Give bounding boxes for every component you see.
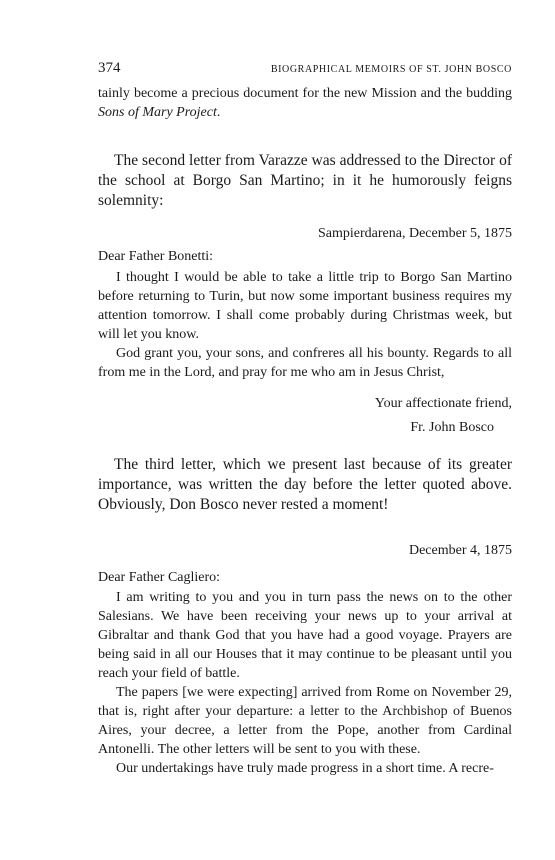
intro-period: . — [216, 105, 221, 120]
intro-continuation — [98, 84, 512, 122]
letter-cagliero — [98, 541, 512, 778]
intro-italic-title: Sons of Mary Project — [98, 105, 217, 120]
letter-2-date: December 4, 1875 — [408, 543, 512, 558]
letter-1-paragraph: God grant you, your sons, and confreres all his bounty. Regards to all from me in the Lord, and pray for me who am in Jesus Christ, — [98, 346, 512, 380]
letter-bonetti — [98, 224, 512, 437]
narrative-1-text: The second letter from Varazze was addressed to the Director of the school at Borgo San Martino; in it he humorously feigns solemnity: — [98, 152, 512, 209]
intro-paragraph — [98, 84, 512, 122]
narrative-paragraph-1 — [98, 151, 512, 211]
letter-1-closing: Your affectionate friend, — [374, 396, 512, 411]
running-title: BIOGRAPHICAL MEMOIRS OF ST. JOHN BOSCO — [270, 64, 512, 75]
letter-2-salutation: Dear Father Cagliero: — [98, 570, 221, 585]
intro-text: tainly become a precious document for the new Mission and the budding — [98, 86, 512, 101]
letter-1-signature: Fr. John Bosco — [410, 420, 494, 435]
letter-1-salutation: Dear Father Bonetti: — [98, 249, 214, 264]
letter-1-place-date: Sampierdarena, December 5, 1875 — [318, 226, 512, 241]
letter-2-paragraph: Our undertakings have truly made progress in a short time. A recre- — [116, 761, 494, 776]
narrative-paragraph-2 — [98, 455, 512, 515]
running-header — [98, 60, 512, 80]
letter-2-paragraph: The papers [we were expecting] arrived from Rome on November 29, that is, right after your departure: a letter to the Archbishop of Buenos Aires, your decree, a letter from the Pope, another from Cardinal Antonelli. The other letters will be sent to you with these. — [98, 685, 512, 757]
narrative-2-text: The third letter, which we present last because of its greater importance, was written the day before the letter quoted above. Obviously, Don Bosco never rested a moment! — [98, 456, 512, 513]
page-number: 374 — [98, 60, 121, 76]
letter-1-paragraph: I thought I would be able to take a little trip to Borgo San Martino before returning to Turin, but now some important business requires my attention tomorrow. I shall come probably during Christmas week, but will let you know. — [98, 270, 512, 342]
letter-2-paragraph: I am writing to you and you in turn pass the news on to the other Salesians. We have been receiving your news up to your arrival at Gibraltar and thank God that you have had a good voyage. Prayers are being said in all our Houses that it may continue to be pleasant until you reach your field of battle. — [98, 590, 512, 681]
